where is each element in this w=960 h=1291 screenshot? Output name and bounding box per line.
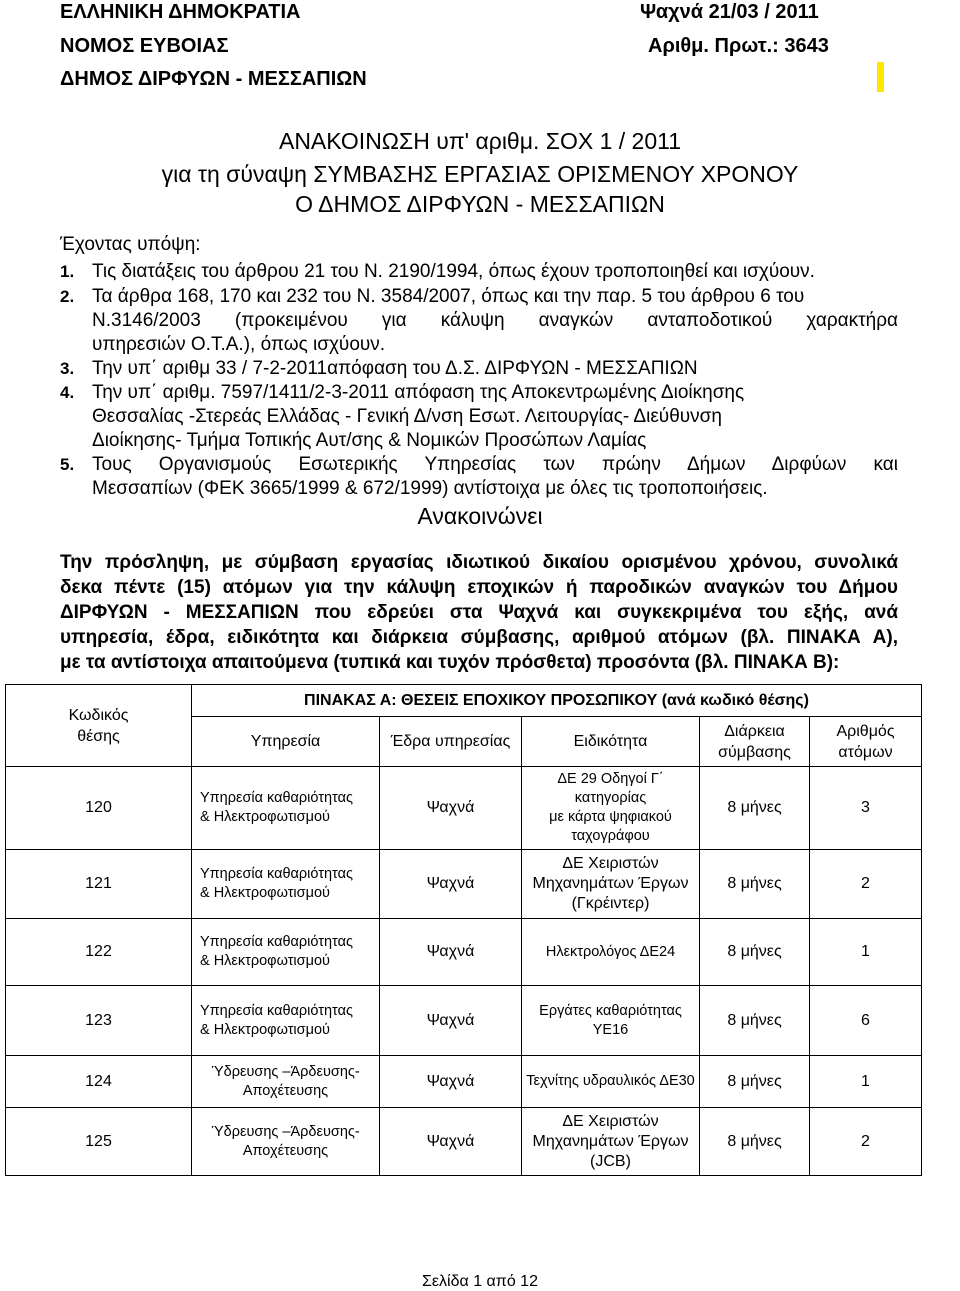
cell-service [192, 1108, 380, 1176]
header-country: ΕΛΛΗΝΙΚΗ ΔΗΜΟΚΡΑΤΙΑ [60, 1, 301, 23]
col-header-count [810, 717, 922, 767]
cell-specialty [522, 767, 700, 850]
cell-specialty-line: με κάρτα ψηφιακού [549, 809, 672, 825]
cell-specialty [522, 850, 700, 919]
table-caption: ΠΙΝΑΚΑΣ Α: ΘΕΣΕΙΣ ΕΠΟΧΙΚΟΥ ΠΡΟΣΩΠΙΚΟΥ (ανά κωδικό θέσης) [192, 685, 922, 717]
list-item-text: Μεσσαπίων (ΦΕΚ 3665/1999 & 672/1999) αντίστοιχα με όλες τις τροποποιήσεις. [92, 478, 768, 499]
cell-seat: Ψαχνά [380, 1108, 522, 1176]
col-header-count-line: ατόμων [838, 743, 893, 761]
announces-heading: Ανακοινώνει [417, 503, 543, 529]
cell-service-line: & Ηλεκτροφωτισμού [200, 809, 330, 825]
list-item-text: Την υπ΄ αριθμ. 7597/1411/2-3-2011 απόφαση της Αποκεντρωμένης Διοίκησης [92, 382, 745, 403]
header-protocol-number: Αριθμ. Πρωτ.: 3643 [648, 35, 829, 57]
cell-duration: 8 μήνες [700, 919, 810, 986]
col-header-code-line: Κωδικός [68, 706, 129, 724]
list-item [60, 285, 804, 309]
announcement-paragraph-line: Την πρόσληψη, με σύμβαση εργασίας ιδιωτικού δικαίου ορισμένου χρόνου, συνολικά [60, 552, 898, 573]
cell-service [192, 1056, 380, 1108]
cell-service [192, 850, 380, 919]
cell-specialty [522, 919, 700, 986]
cell-count: 2 [810, 850, 922, 919]
cell-seat: Ψαχνά [380, 1056, 522, 1108]
list-item-text: Την υπ΄ αριθμ 33 / 7-2-2011απόφαση του Δ.Σ. ΔΙΡΦΥΩΝ - ΜΕΣΣΑΠΙΩΝ [92, 358, 698, 379]
cell-specialty [522, 1056, 700, 1108]
table-row [6, 767, 922, 850]
cell-service-line: Ύδρευσης –Άρδευσης- [211, 1063, 360, 1080]
col-header-code [6, 685, 192, 767]
cell-duration: 8 μήνες [700, 767, 810, 850]
list-item-text: Ν.3146/2003 (προκειμένου για κάλυψη αναγκών ανταποδοτικού χαρακτήρα [92, 310, 898, 331]
cell-count: 1 [810, 919, 922, 986]
col-header-duration [700, 717, 810, 767]
cell-specialty-line: ταχογράφου [571, 828, 650, 844]
cell-service-line: Αποχέτευσης [242, 1142, 329, 1159]
cell-specialty [522, 1108, 700, 1176]
header-prefecture: ΝΟΜΟΣ ΕΥΒΟΙΑΣ [60, 35, 229, 57]
cell-service-line: Αποχέτευσης [242, 1082, 329, 1099]
col-header-duration-line: σύμβασης [718, 743, 791, 761]
header-municipality: ΔΗΜΟΣ ΔΙΡΦΥΩΝ - ΜΕΣΣΑΠΙΩΝ [60, 68, 367, 90]
cell-code: 125 [6, 1108, 192, 1176]
cell-specialty-line: κατηγορίας [574, 790, 647, 806]
table-row [6, 1056, 922, 1108]
cell-duration: 8 μήνες [700, 1056, 810, 1108]
list-item [60, 381, 744, 405]
col-header-code-line: θέσης [77, 727, 120, 745]
list-item-number: 2. [60, 287, 75, 306]
cell-specialty-line: Εργάτες καθαριότητας [539, 1002, 682, 1019]
announcement-title: ΑΝΑΚΟΙΝΩΣΗ υπ' αριθμ. ΣΟΧ 1 / 2011 [278, 128, 682, 154]
announcement-paragraph-line: ΔΙΡΦΥΩΝ - ΜΕΣΣΑΠΙΩΝ που εδρεύει στα Ψαχνά και συγκεκριμένα του εξής, ανά [60, 602, 898, 623]
announcement-paragraph-line: δεκα πέντε (15) ατόμων για την κάλυψη εποχικών ή παροδικών αναγκών του Δήμου [60, 577, 898, 598]
cell-service-line: & Ηλεκτροφωτισμού [200, 1021, 330, 1038]
list-item-text: Διοίκησης- Τμήμα Τοπικής Αυτ/σης & Νομικών Προσώπων Λαμίας [92, 430, 647, 451]
cell-count: 2 [810, 1108, 922, 1176]
cell-seat: Ψαχνά [380, 850, 522, 919]
cell-service-line: Υπηρεσία καθαριότητας [200, 934, 353, 950]
cell-specialty-line: (JCB) [590, 1152, 631, 1170]
col-header-specialty: Ειδικότητα [522, 717, 700, 767]
list-item-number: 4. [60, 383, 75, 402]
cell-count: 6 [810, 986, 922, 1056]
list-item-text: υπηρεσιών Ο.Τ.Α.), όπως ισχύουν. [92, 334, 386, 355]
cell-specialty-line: Μηχανημάτων Έργων [532, 1132, 689, 1150]
cell-service [192, 767, 380, 850]
cell-service-line: Υπηρεσία καθαριότητας [200, 790, 353, 806]
announcement-paragraph-line: υπηρεσία, έδρα, ειδικότητα και διάρκεια σύμβασης, αριθμού ατόμων (βλ. ΠΙΝΑΚΑ Α), [60, 627, 898, 648]
cell-seat: Ψαχνά [380, 919, 522, 986]
cell-code: 121 [6, 850, 192, 919]
considering-heading: Έχοντας υπόψη: [60, 234, 201, 255]
table-row [6, 919, 922, 986]
cell-specialty-line: Τεχνίτης υδραυλικός ΔΕ30 [526, 1073, 695, 1089]
cell-duration: 8 μήνες [700, 1108, 810, 1176]
cell-count: 1 [810, 1056, 922, 1108]
cell-service-line: Ύδρευσης –Άρδευσης- [211, 1123, 360, 1140]
table-row [6, 850, 922, 919]
announcement-paragraph-line: με τα αντίστοιχα απαιτούμενα (τυπικά και τυχόν πρόσθετα) προσόντα (βλ. ΠΙΝΑΚΑ Β): [60, 652, 840, 673]
cell-specialty-line: ΔΕ Χειριστών [562, 1112, 659, 1130]
cell-service-line: & Ηλεκτροφωτισμού [200, 953, 330, 969]
cell-service [192, 986, 380, 1056]
table-caption-row [6, 685, 922, 717]
table-row [6, 986, 922, 1056]
header-date: Ψαχνά 21/03 / 2011 [640, 1, 819, 23]
cell-specialty-line: ΔΕ 29 Οδηγοί Γ΄ [557, 771, 664, 787]
cell-specialty-line: ΥΕ16 [592, 1021, 629, 1038]
cell-seat: Ψαχνά [380, 767, 522, 850]
cell-duration: 8 μήνες [700, 850, 810, 919]
list-item-number: 3. [60, 359, 75, 378]
cell-code: 120 [6, 767, 192, 850]
col-header-seat: Έδρα υπηρεσίας [380, 717, 522, 767]
col-header-count-line: Αριθμός [836, 722, 895, 740]
cell-code: 123 [6, 986, 192, 1056]
col-header-duration-line: Διάρκεια [724, 722, 785, 740]
cell-service [192, 919, 380, 986]
table-row [6, 1108, 922, 1176]
list-item-number: 5. [60, 455, 75, 474]
cell-specialty-line: Ηλεκτρολόγος ΔΕ24 [545, 943, 676, 960]
announcement-subtitle: για τη σύναψη ΣΥΜΒΑΣΗΣ ΕΡΓΑΣΙΑΣ ΟΡΙΣΜΕΝΟΥ ΧΡΟΝΟΥ [161, 161, 799, 187]
list-item [60, 357, 698, 381]
cell-specialty-line: ΔΕ Χειριστών [562, 855, 659, 872]
list-item [60, 260, 815, 284]
list-item-text: Τα άρθρα 168, 170 και 232 του Ν. 3584/2007, όπως και την παρ. 5 του άρθρου 6 του [92, 286, 805, 307]
cell-service-line: Υπηρεσία καθαριότητας [200, 1002, 353, 1019]
highlight-marker [877, 62, 884, 92]
cell-code: 124 [6, 1056, 192, 1108]
positions-table [5, 684, 922, 1176]
cell-service-line: Υπηρεσία καθαριότητας [200, 866, 353, 882]
page-number: Σελίδα 1 από 12 [422, 1273, 538, 1290]
cell-specialty [522, 986, 700, 1056]
cell-specialty-line: (Γκρέιντερ) [571, 895, 650, 912]
list-item-text: Τις διατάξεις του άρθρου 21 του Ν. 2190/1994, όπως έχουν τροποποιηθεί και ισχύουν. [92, 261, 815, 282]
cell-code: 122 [6, 919, 192, 986]
cell-seat: Ψαχνά [380, 986, 522, 1056]
cell-specialty-line: Μηχανημάτων Έργων [532, 875, 689, 892]
cell-count: 3 [810, 767, 922, 850]
announcement-issuer: Ο ΔΗΜΟΣ ΔΙΡΦΥΩΝ - ΜΕΣΣΑΠΙΩΝ [295, 191, 665, 217]
col-header-service: Υπηρεσία [192, 717, 380, 767]
cell-duration: 8 μήνες [700, 986, 810, 1056]
list-item-text: Θεσσαλίας -Στερεάς Ελλάδας - Γενική Δ/νση Εσωτ. Λειτουργίας- Διεύθυνση [92, 406, 722, 427]
list-item-number: 1. [60, 262, 75, 281]
cell-service-line: & Ηλεκτροφωτισμού [200, 885, 330, 901]
list-item-text: Τους Οργανισμούς Εσωτερικής Υπηρεσίας των πρώην Δήμων Διρφύων και [92, 454, 898, 475]
